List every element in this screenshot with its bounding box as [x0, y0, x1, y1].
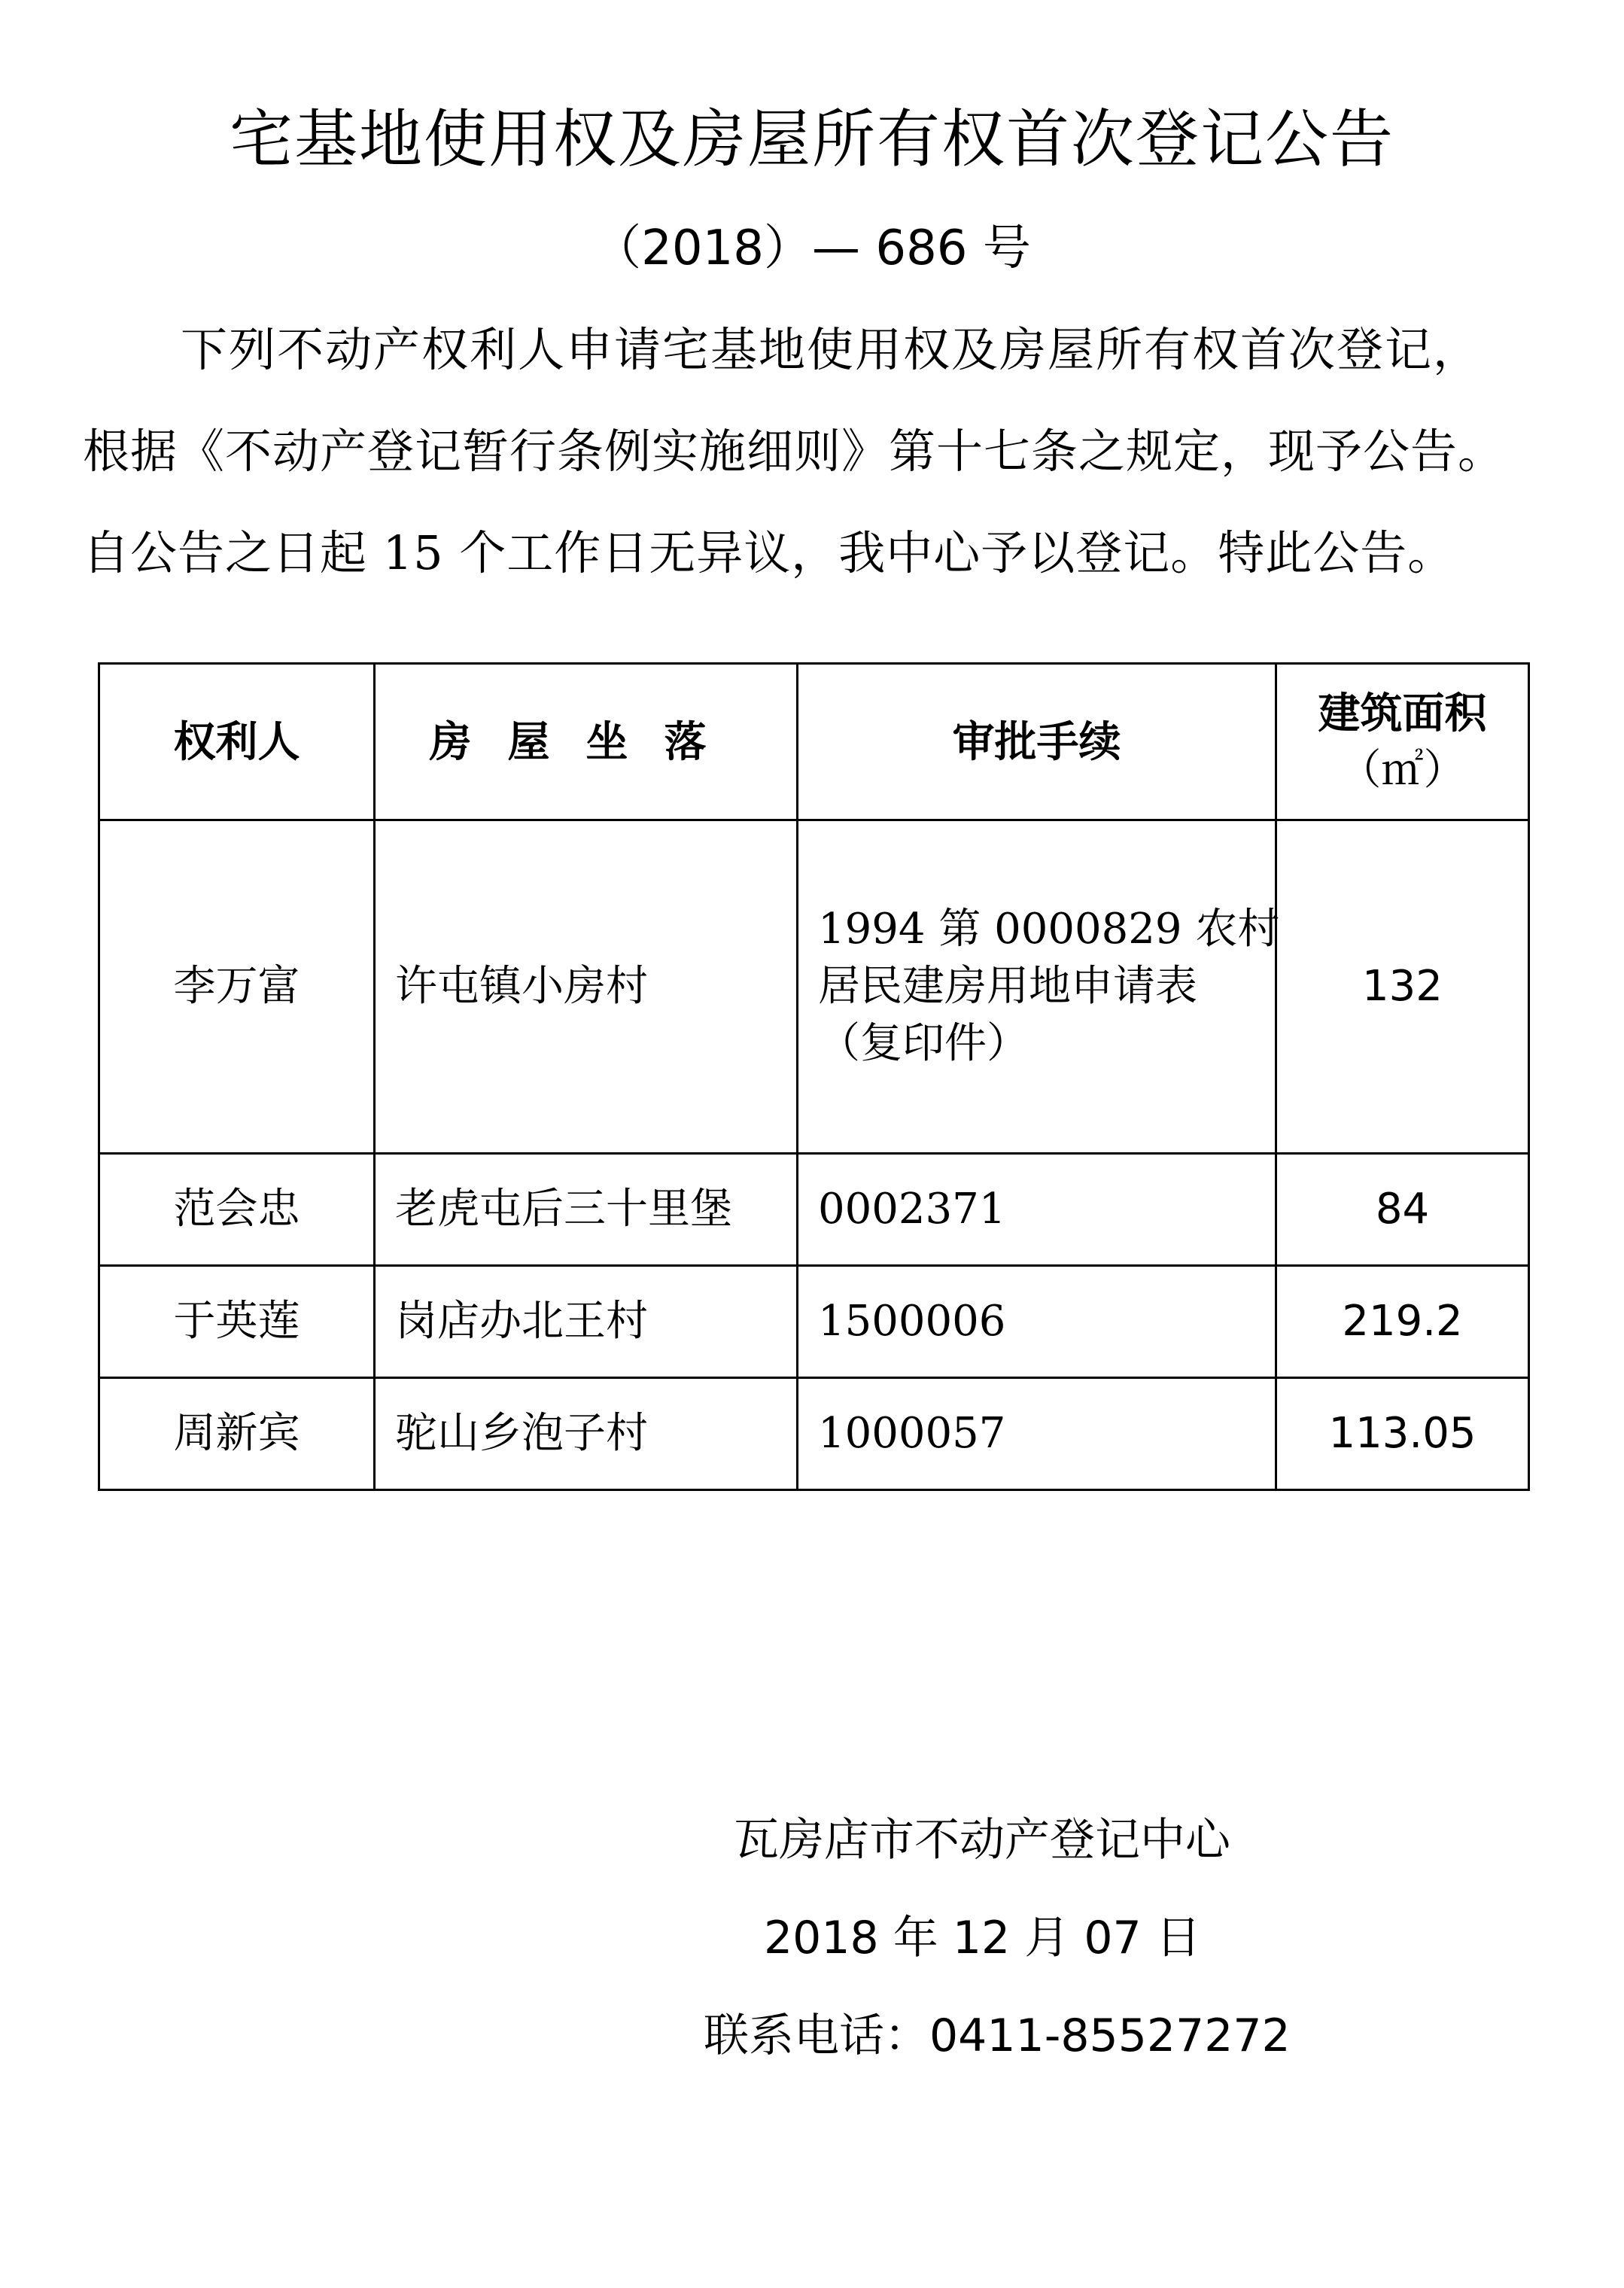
header-location: [375, 664, 798, 820]
location-cell: 岗店办北王村: [375, 1266, 798, 1378]
approval-cell: 1000057: [798, 1378, 1276, 1490]
header-holder: 权利人: [99, 664, 375, 820]
holder-cell: 于英莲: [99, 1266, 375, 1378]
registration-table: [98, 662, 1530, 1491]
table-row: [99, 820, 1529, 1154]
approval-line-2: 居民建房用地申请表: [818, 962, 1197, 1011]
location-cell: 老虎屯后三十里堡: [375, 1154, 798, 1266]
issue-date: 2018 年 12 月 07 日: [764, 1912, 1201, 1964]
contact-phone: 联系电话：0411-85527272: [704, 2010, 1291, 2062]
approval-cell: 0002371: [798, 1154, 1276, 1266]
holder-cell: 李万富: [99, 820, 375, 1154]
notice-number: （2018）— 686 号: [593, 221, 1031, 276]
holder-cell: 范会忠: [99, 1154, 375, 1266]
location-cell: 许屯镇小房村: [375, 820, 798, 1154]
header-area: [1276, 664, 1529, 820]
area-cell: 113.05: [1276, 1378, 1529, 1490]
header-area-label: 建筑面积: [1318, 688, 1487, 738]
header-area-unit: （㎡）: [1339, 745, 1466, 795]
approval-cell: 1500006: [798, 1266, 1276, 1378]
table-row: [99, 1266, 1529, 1378]
area-cell: 219.2: [1276, 1266, 1529, 1378]
location-cell: 驼山乡泡子村: [375, 1378, 798, 1490]
table-row: [99, 1378, 1529, 1490]
approval-line-1: 1994 第 0000829 农村: [818, 905, 1280, 954]
header-approval: 审批手续: [798, 664, 1276, 820]
approval-cell: [798, 820, 1280, 1154]
table-header-row: [99, 664, 1529, 820]
holder-cell: 周新宾: [99, 1378, 375, 1490]
notice-body-line-3: 自公告之日起 15 个工作日无异议，我中心予以登记。特此公告。: [83, 525, 1455, 580]
header-location-label: 房屋坐落: [429, 717, 743, 767]
table-row: [99, 1154, 1529, 1266]
issuing-organization: 瓦房店市不动产登记中心: [734, 1814, 1230, 1867]
approval-line-3: （复印件）: [818, 1019, 1029, 1068]
notice-body-line-1: 下列不动产权利人申请宅基地使用权及房屋所有权首次登记，: [181, 322, 1482, 377]
notice-body-line-2: 根据《不动产登记暂行条例实施细则》第十七条之规定，现予公告。: [83, 424, 1506, 479]
notice-title: 宅基地使用权及房屋所有权首次登记公告: [229, 102, 1394, 176]
area-cell: 84: [1276, 1154, 1529, 1266]
area-cell: 132: [1276, 820, 1529, 1154]
